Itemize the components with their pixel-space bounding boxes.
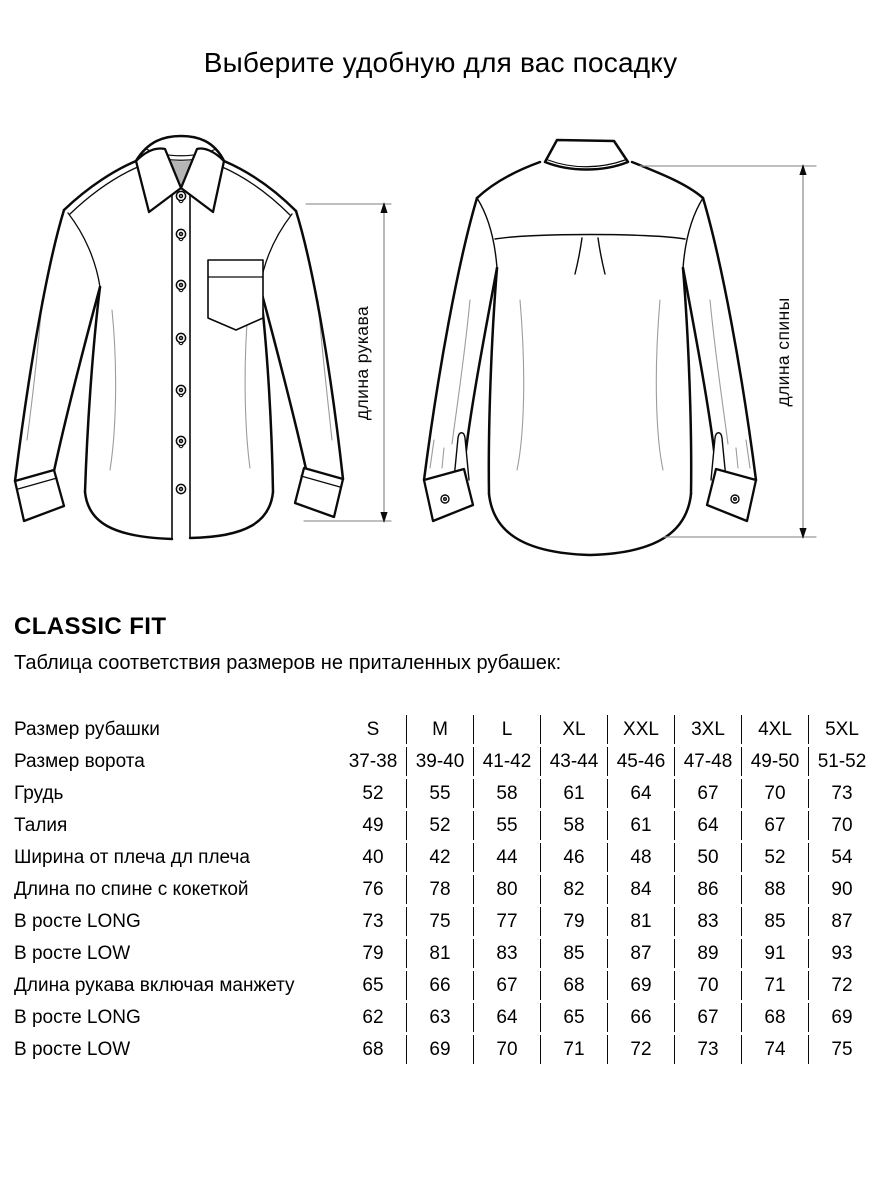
size-value-cell: 80 — [474, 875, 541, 904]
size-value-cell: 43-44 — [541, 747, 608, 776]
size-value-cell: 77 — [474, 907, 541, 936]
fit-heading: CLASSIC FIT — [14, 613, 167, 640]
size-value-cell: 69 — [831, 1007, 853, 1028]
row-label: В росте LONG — [14, 1007, 141, 1028]
size-value-cell: 64 — [608, 779, 675, 808]
size-value-cell: 87 — [608, 939, 675, 968]
table-row — [14, 907, 875, 936]
size-value-cell: 81 — [407, 939, 474, 968]
size-value-cell: 69 — [407, 1035, 474, 1064]
size-value-cell: 75 — [407, 907, 474, 936]
table-row — [14, 971, 875, 1000]
size-value-cell: 87 — [831, 911, 853, 932]
size-value-cell: 46 — [541, 843, 608, 872]
table-row — [14, 939, 875, 968]
size-value-cell: 3XL — [675, 715, 742, 744]
size-value-cell: 52 — [340, 779, 407, 808]
size-value-cell: XL — [541, 715, 608, 744]
size-value-cell: 68 — [742, 1003, 809, 1032]
sleeve-plackets — [454, 433, 726, 480]
size-value-cell: 73 — [340, 907, 407, 936]
size-value-cell: XXL — [608, 715, 675, 744]
row-label: Размер ворота — [14, 751, 145, 772]
shirt-diagrams — [0, 115, 881, 585]
size-value-cell: 70 — [831, 815, 853, 836]
row-label: В росте LOW — [14, 1039, 131, 1060]
size-value-cell: 85 — [541, 939, 608, 968]
back-cuffs — [424, 469, 756, 521]
size-value-cell: M — [407, 715, 474, 744]
size-value-cell: 40 — [340, 843, 407, 872]
back-fold-lines — [430, 300, 750, 470]
size-value-cell: 70 — [675, 971, 742, 1000]
size-value-cell: 70 — [474, 1035, 541, 1064]
size-value-cell: 42 — [407, 843, 474, 872]
row-label: В росте LONG — [14, 911, 141, 932]
size-value-cell: 68 — [541, 971, 608, 1000]
row-label: Размер рубашки — [14, 719, 160, 740]
table-row — [14, 1035, 875, 1064]
size-value-cell: 79 — [541, 907, 608, 936]
size-value-cell: 66 — [608, 1003, 675, 1032]
size-value-cell: 90 — [831, 879, 853, 900]
size-value-cell: 37-38 — [340, 747, 407, 776]
front-outline — [15, 161, 343, 539]
size-value-cell: 82 — [541, 875, 608, 904]
size-value-cell: 63 — [407, 1003, 474, 1032]
size-value-cell: 49 — [340, 811, 407, 840]
sleeve-length-label: длина рукава — [352, 305, 372, 421]
size-value-cell: 66 — [407, 971, 474, 1000]
size-value-cell: 81 — [608, 907, 675, 936]
size-value-cell: 62 — [340, 1003, 407, 1032]
size-value-cell: 70 — [742, 779, 809, 808]
size-value-cell: 44 — [474, 843, 541, 872]
size-value-cell: 47-48 — [675, 747, 742, 776]
size-value-cell: 73 — [675, 1035, 742, 1064]
back-seam-lines — [477, 198, 703, 274]
size-value-cell: 89 — [675, 939, 742, 968]
shirt-back-drawing — [424, 140, 756, 555]
chest-pocket — [208, 260, 263, 330]
row-label: Длина по спине с кокеткой — [14, 879, 249, 900]
size-value-cell: 79 — [340, 939, 407, 968]
size-value-cell: 55 — [474, 811, 541, 840]
size-value-cell: 48 — [608, 843, 675, 872]
row-label: Грудь — [14, 783, 64, 804]
size-value-cell: 93 — [831, 943, 853, 964]
size-value-cell: 64 — [474, 1003, 541, 1032]
table-caption: Таблица соответствия размеров не приталенных рубашек: — [14, 652, 562, 674]
size-value-cell: 58 — [541, 811, 608, 840]
size-value-cell: 4XL — [742, 715, 809, 744]
row-label: Ширина от плеча дл плеча — [14, 847, 250, 868]
size-table — [14, 712, 875, 1067]
size-value-cell: S — [340, 715, 407, 744]
table-row — [14, 779, 875, 808]
size-value-cell: 50 — [675, 843, 742, 872]
size-value-cell: 54 — [831, 847, 853, 868]
size-value-cell: 91 — [742, 939, 809, 968]
front-buttons — [176, 191, 185, 493]
cuff-buttons — [441, 495, 739, 503]
row-label: Талия — [14, 815, 68, 836]
size-value-cell: 76 — [340, 875, 407, 904]
table-row — [14, 811, 875, 840]
size-value-cell: 55 — [407, 779, 474, 808]
size-value-cell: 86 — [675, 875, 742, 904]
size-value-cell: 52 — [407, 811, 474, 840]
front-cuffs — [15, 468, 343, 521]
size-value-cell: 71 — [742, 971, 809, 1000]
row-label: Длина рукава включая манжету — [14, 975, 295, 996]
back-length-label: длина спины — [773, 297, 793, 407]
size-value-cell: 74 — [742, 1035, 809, 1064]
size-table-body — [14, 715, 875, 1064]
table-row — [14, 843, 875, 872]
size-value-cell: 65 — [541, 1003, 608, 1032]
size-value-cell: 5XL — [825, 719, 859, 740]
size-value-cell: 71 — [541, 1035, 608, 1064]
size-value-cell: 67 — [675, 779, 742, 808]
table-row — [14, 747, 875, 776]
back-outline — [424, 162, 756, 555]
row-label: В росте LOW — [14, 943, 131, 964]
size-value-cell: 72 — [831, 975, 853, 996]
table-row — [14, 1003, 875, 1032]
size-value-cell: 73 — [831, 783, 853, 804]
size-value-cell: 52 — [742, 843, 809, 872]
page-title: Выберите удобную для вас посадку — [203, 47, 678, 78]
size-value-cell: L — [474, 715, 541, 744]
size-value-cell: 41-42 — [474, 747, 541, 776]
size-value-cell: 83 — [474, 939, 541, 968]
size-value-cell: 64 — [675, 811, 742, 840]
size-value-cell: 51-52 — [817, 751, 867, 772]
size-value-cell: 78 — [407, 875, 474, 904]
size-value-cell: 67 — [742, 811, 809, 840]
size-value-cell: 61 — [541, 779, 608, 808]
shirt-front-drawing — [15, 136, 343, 539]
size-value-cell: 39-40 — [407, 747, 474, 776]
size-value-cell: 49-50 — [742, 747, 809, 776]
size-value-cell: 45-46 — [608, 747, 675, 776]
size-value-cell: 67 — [675, 1003, 742, 1032]
back-collar — [545, 140, 628, 170]
size-value-cell: 67 — [474, 971, 541, 1000]
size-value-cell: 85 — [742, 907, 809, 936]
size-value-cell: 58 — [474, 779, 541, 808]
size-value-cell: 72 — [608, 1035, 675, 1064]
size-value-cell: 68 — [340, 1035, 407, 1064]
size-value-cell: 83 — [675, 907, 742, 936]
table-row — [14, 875, 875, 904]
table-row — [14, 715, 875, 744]
size-value-cell: 88 — [742, 875, 809, 904]
size-value-cell: 84 — [608, 875, 675, 904]
size-value-cell: 75 — [831, 1039, 853, 1060]
size-value-cell: 65 — [340, 971, 407, 1000]
size-value-cell: 61 — [608, 811, 675, 840]
size-value-cell: 69 — [608, 971, 675, 1000]
